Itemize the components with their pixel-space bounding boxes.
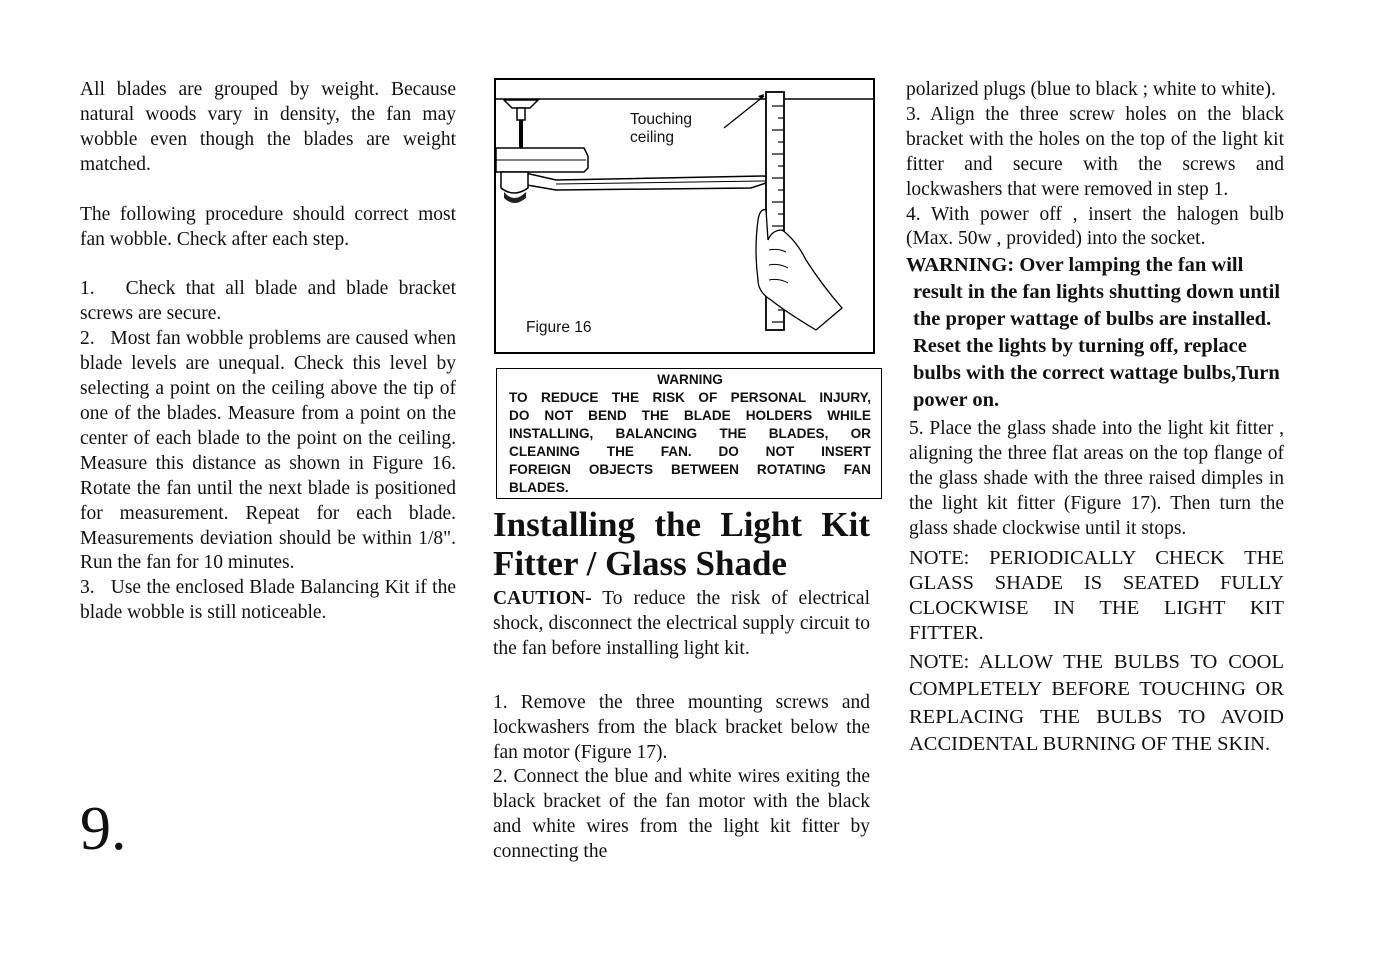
overlamping-warning-line: result in the fan lights shutting down until — [913, 281, 1281, 304]
figure-caption: Figure 16 — [526, 319, 592, 336]
page-number: 9. — [80, 795, 127, 863]
caution-label: CAUTION- — [493, 588, 592, 609]
figure-16 — [494, 78, 875, 354]
overlamping-warning-line: power on. — [913, 389, 1000, 412]
note-cool-bulbs: NOTE: ALLOW THE BULBS TO COOL COMPLETELY BEFORE TOUCHING OR REPLACING THE BULBS TO AVOID ACCIDENTAL BURNING OF THE SKIN. — [909, 650, 1284, 756]
left-column — [80, 78, 456, 626]
install-step-2-continued: polarized plugs (blue to black ; white to white). — [906, 79, 1276, 100]
warning-line: TO REDUCE THE RISK OF PERSONAL INJURY, — [509, 390, 871, 405]
ceiling-label: ceiling — [630, 129, 674, 146]
install-step-4: 4. With power off , insert the halogen bulb (Max. 50w , provided) into the socket. — [906, 203, 1284, 250]
wobble-step-3: 3. Use the enclosed Blade Balancing Kit if the blade wobble is still noticeable. — [80, 577, 456, 624]
warning-line: BLADES. — [509, 480, 569, 495]
middle-column — [493, 78, 870, 865]
right-column — [906, 78, 1284, 759]
touching-label: Touching — [630, 111, 693, 128]
overlamping-warning-line: Reset the lights by turning off, replace — [913, 335, 1247, 358]
blade-weight-paragraph: All blades are grouped by weight. Because natural woods vary in density, the fan may wobble even though the blades are weight matched. — [80, 79, 456, 175]
warning-line: INSTALLING, BALANCING THE BLADES, OR — [509, 426, 871, 441]
overlamping-warning — [906, 252, 1284, 414]
caution-text: To reduce the risk of electrical shock, disconnect the electrical supply circuit to the fan before installing light kit. — [493, 588, 870, 659]
section-title: Installing the Light Kit Fitter / Glass Shade — [493, 505, 870, 583]
procedure-intro-paragraph: The following procedure should correct most fan wobble. Check after each step. — [80, 203, 456, 250]
wobble-step-1: 1. Check that all blade and blade bracket screws are secure. — [80, 278, 456, 325]
overlamping-warning-line: the proper wattage of bulbs are installed. — [913, 308, 1272, 331]
note-periodic-check: NOTE: PERIODICALLY CHECK THE GLASS SHADE IS SEATED FULLY CLOCKWISE IN THE LIGHT KIT FITTER. — [909, 546, 1284, 644]
warning-box — [496, 368, 882, 499]
warning-line: CLEANING THE FAN. DO NOT INSERT — [509, 444, 871, 459]
install-step-3: 3. Align the three screw holes on the black bracket with the holes on the top of the light kit fitter and secure with the screws and lockwashers that were removed in step 1. — [906, 103, 1284, 200]
overlamping-warning-line: WARNING: Over lamping the fan will — [906, 254, 1244, 277]
warning-title: WARNING — [657, 372, 723, 387]
wobble-step-2: 2. Most fan wobble problems are caused when blade levels are unequal. Check this level by selecting a point on the ceiling above the tip of one of the blades. Measure from a point on the center of each blade to the point on the ceiling. Measure this distance as shown in Figure 16. Rotate the fan until the next blade is positioned for measurement. Repeat for each blade. Measurements deviation should be within 1/8". Run the fan for 10 minutes. — [80, 328, 456, 574]
warning-line: FOREIGN OBJECTS BETWEEN ROTATING FAN — [509, 462, 871, 477]
overlamping-warning-line: bulbs with the correct wattage bulbs,Turn — [913, 362, 1280, 385]
install-step-1: 1. Remove the three mounting screws and lockwashers from the black bracket below the fan motor (Figure 17). — [493, 691, 870, 763]
install-step-2: 2. Connect the blue and white wires exiting the black bracket of the fan motor with the black and white wires from the light kit fitter by connecting the — [493, 766, 870, 863]
warning-line: DO NOT BEND THE BLADE HOLDERS WHILE — [509, 408, 871, 423]
caution-paragraph — [493, 587, 870, 662]
install-step-5: 5. Place the glass shade into the light kit fitter , aligning the three flat areas on the top flange of the glass shade with the three raised dimples in the light kit fitter (Figure 17). Then turn the glass shade clockwise until it stops. — [909, 418, 1284, 539]
